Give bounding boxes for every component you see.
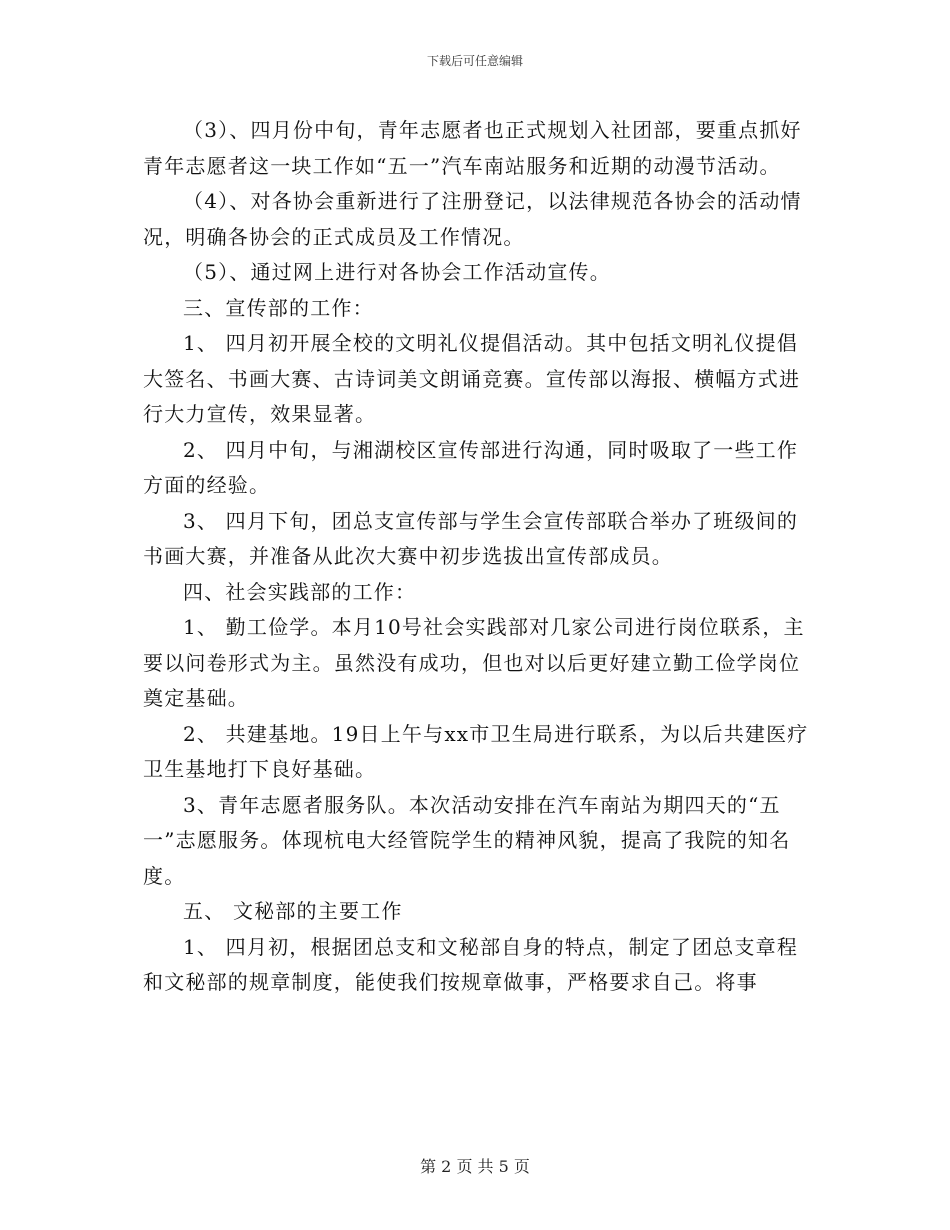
section-heading: 五、 文秘部的主要工作 <box>183 899 403 923</box>
section-heading: 四、社会实践部的工作： <box>183 579 417 604</box>
paragraph: 2、 四月中旬，与湘湖校区宣传部进行沟通，同时吸取了一些工作方面的经验。 <box>143 437 799 497</box>
page-footer: 第 2 页 共 5 页 <box>420 1157 530 1176</box>
paragraph: 3、青年志愿者服务队。本次活动安排在汽车南站为期四天的“五一”志愿服务。体现杭电大经管院学生的精神风貌，提高了我院的知名度。 <box>143 792 791 888</box>
paragraph: （5）、通过网上进行对各协会工作活动宣传。 <box>183 260 611 284</box>
paragraph: 2、 共建基地。19日上午与xx市卫生局进行联系，为以后共建医疗卫生基地打下良好基础。 <box>143 721 809 781</box>
paragraph: 1、 勤工俭学。本月10号社会实践部对几家公司进行岗位联系，主要以问卷形式为主。虽然没有成功，但也对以后更好建立勤工俭学岗位奠定基础。 <box>143 615 805 710</box>
paragraph: （4）、对各协会重新进行了注册登记，以法律规范各协会的活动情况，明确各协会的正式成员及工作情况。 <box>143 189 802 249</box>
paragraph: （3）、四月份中旬，青年志愿者也正式规划入社团部，要重点抓好青年志愿者这一块工作如“五一”汽车南站服务和近期的动漫节活动。 <box>143 118 802 178</box>
section-heading: 三、宣传部的工作： <box>183 295 374 320</box>
paragraph: 1、 四月初开展全校的文明礼仪提倡活动。其中包括文明礼仪提倡大签名、书画大赛、古诗词美文朗诵竞赛。宣传部以海报、横幅方式进行大力宣传，效果显著。 <box>143 331 801 426</box>
paragraph: 1、 四月初，根据团总支和文秘部自身的特点，制定了团总支章程和文秘部的规章制度，能使我们按规章做事，严格要求自己。将事 <box>143 934 799 994</box>
page-header: 下载后可任意编辑 <box>426 54 523 68</box>
document-body <box>143 113 813 1001</box>
paragraph: 3、 四月下旬，团总支宣传部与学生会宣传部联合举办了班级间的书画大赛，并准备从此次大赛中初步选拔出宣传部成员。 <box>143 508 799 568</box>
